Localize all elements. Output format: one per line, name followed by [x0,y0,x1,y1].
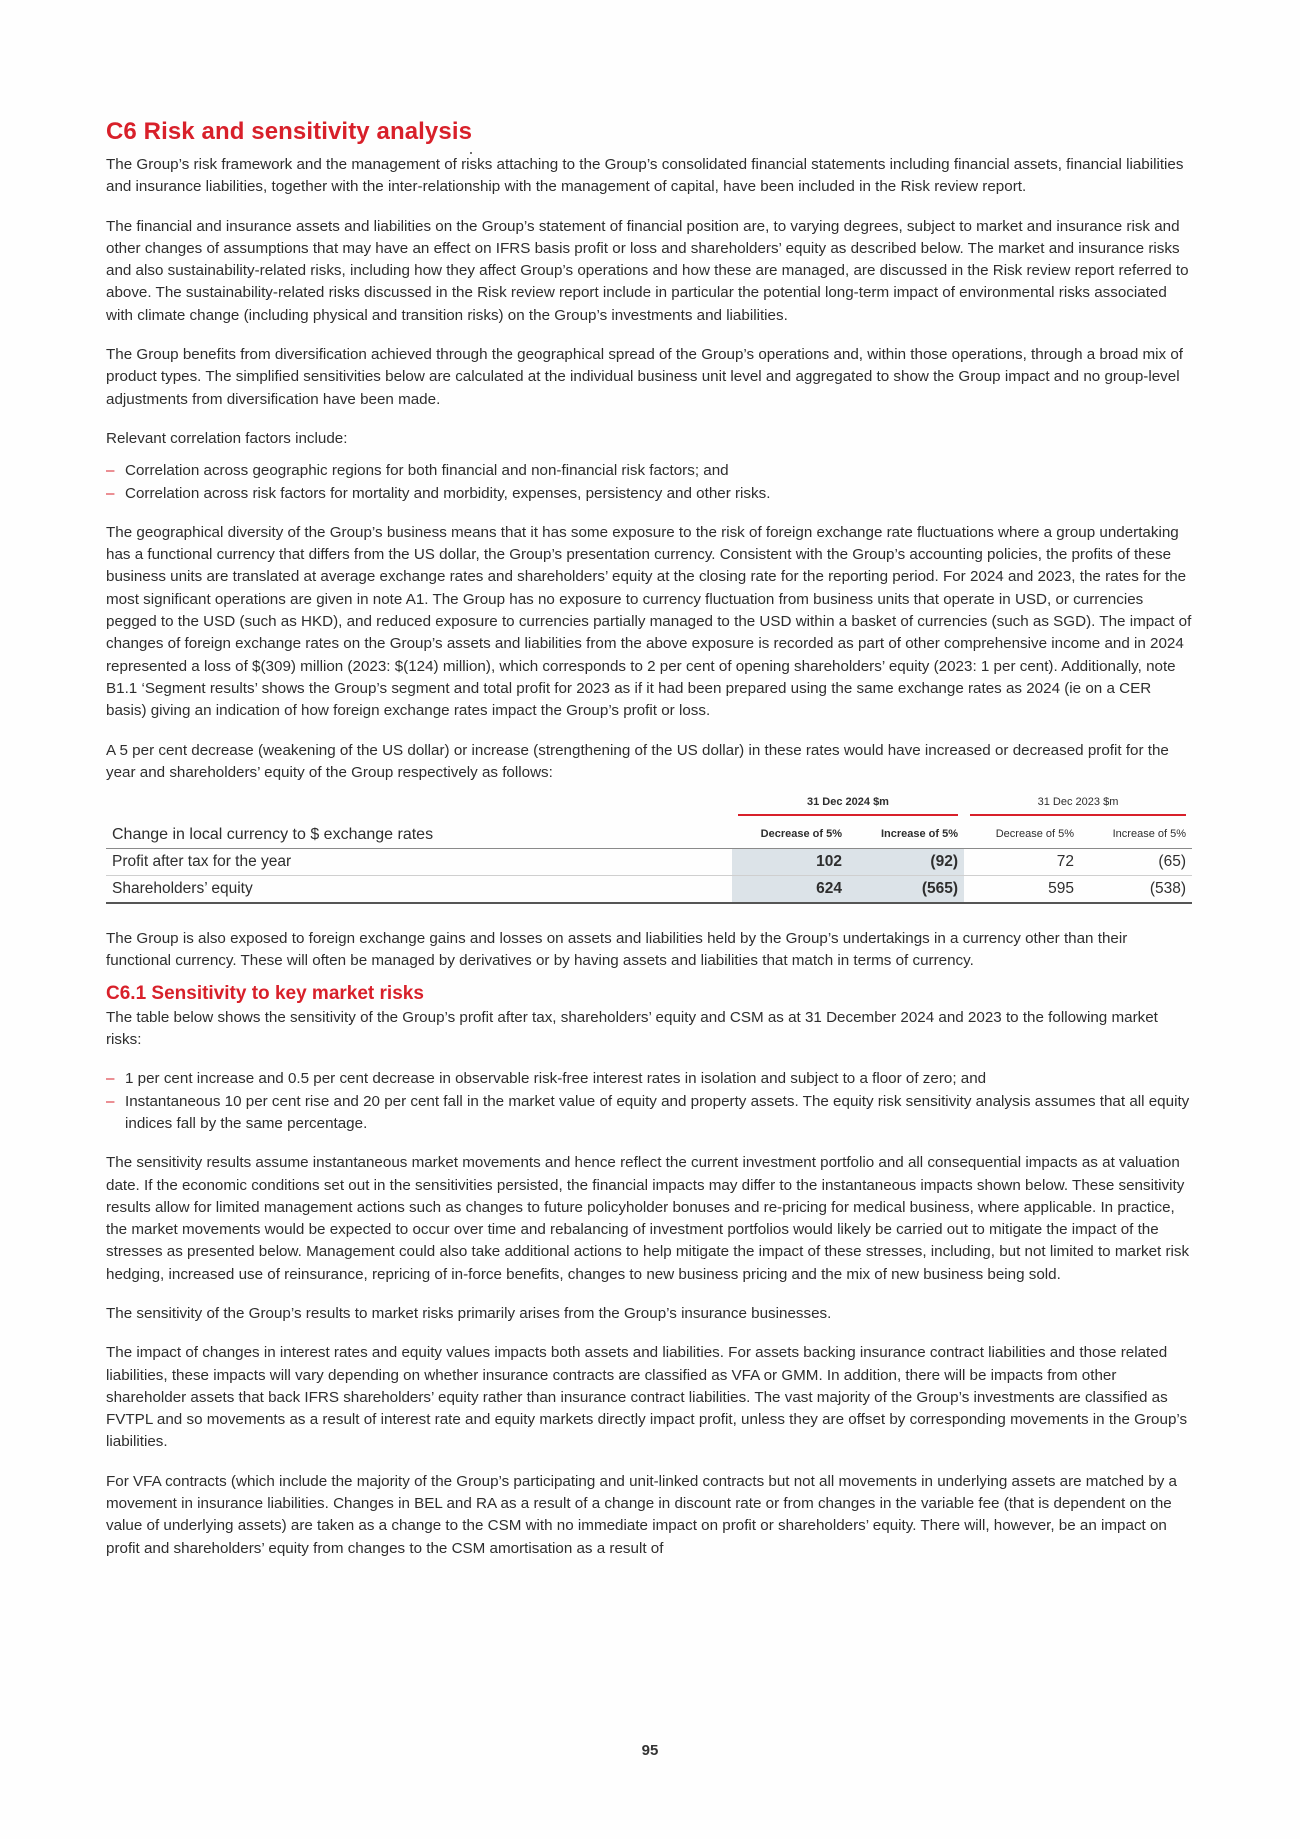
group-header-2023: 31 Dec 2023 $m [964,792,1192,820]
paragraph: The sensitivity of the Group’s results to market risks primarily arises from the Group’s insurance businesses. [106,1304,832,1322]
row-label: Profit after tax for the year [106,849,732,876]
cell-inc-2024: (565) [848,876,964,904]
list-item: – Correlation across risk factors for mortality and morbidity, expenses, persistency and other risks. [106,483,1192,505]
paragraph: The Group’s risk framework and the management of risks attaching to the Group’s consolidated financial statements including financial assets, financial liabilities and insurance liabilities, together with the inter-relationship with the management of capital, have been included in the Risk review report. [106,156,1184,196]
group-header-2024: 31 Dec 2024 $m [732,792,964,820]
paragraph: The financial and insurance assets and liabilities on the Group’s statement of financial position are, to varying degrees, subject to market and insurance risk and other changes of assumptions that may have an effect on IFRS basis profit or loss and shareholders’ equity as described below. The market and insurance risks and also sustainability-related risks, including how they affect Group’s operations and how these are managed, are discussed in the Risk review report referred to above. The sustainability-related risks discussed in the Risk review report include in particular the potential long-term impact of environmental risks associated with climate change (including physical and transition risks) on the Group’s investments and liabilities. [106,217,1189,324]
subsection-title: C6.1 Sensitivity to key market risks [106,982,424,1004]
col-increase-2023: Increase of 5% [1080,820,1192,849]
col-decrease-2023: Decrease of 5% [964,820,1080,849]
list-item: – Correlation across geographic regions for both financial and non-financial risk factors; and [106,460,1192,482]
cell-inc-2023: (65) [1080,849,1192,876]
paragraph: The Group benefits from diversification achieved through the geographical spread of the Group’s operations and, within those operations, through a broad mix of product types. The simplified sensitivities below are calculated at the individual business unit level and aggregated to show the Group impact and no group-level adjustments from diversification have been made. [106,346,1183,408]
row-label: Shareholders’ equity [106,876,732,904]
cell-dec-2024: 624 [732,876,848,904]
list-item: – Instantaneous 10 per cent rise and 20 per cent fall in the market value of equity and property assets. The equity risk sensitivity analysis assumes that all equity indices fall by the same percentage. [106,1091,1192,1136]
paragraph: The impact of changes in interest rates and equity values impacts both assets and liabilities. For assets backing insurance contract liabilities and those related liabilities, these impacts will vary depending on whether insurance contracts are classified as VFA or GMM. In addition, there will be impacts from other shareholder assets that back IFRS shareholders’ equity rather than insurance contract liabilities. The vast majority of the Group’s investments are classified as FVTPL and so movements as a result of interest rate and equity markets directly impact profit, unless they are offset by corresponding movements in the Group’s liabilities. [106,1344,1188,1451]
paragraph: The table below shows the sensitivity of the Group’s profit after tax, shareholders’ equity and CSM as at 31 December 2024 and 2023 to the following market risks: [106,1008,1158,1049]
page-number: 95 [641,1742,659,1759]
cell-dec-2023: 72 [964,849,1080,876]
paragraph: Relevant correlation factors include: [106,429,348,447]
table-row [106,849,1192,876]
cell-dec-2024: 102 [732,849,848,876]
correlation-list [106,460,1192,505]
table-row [106,876,1192,904]
market-risk-list [106,1068,1192,1135]
list-item: – 1 per cent increase and 0.5 per cent decrease in observable risk-free interest rates in isolation and subject to a floor of zero; and [106,1068,1192,1090]
section-title: C6 Risk and sensitivity analysis [106,118,473,145]
col-increase-2024: Increase of 5% [848,820,964,849]
fx-sensitivity-table [106,792,1192,904]
stray-mark [470,152,472,154]
cell-inc-2023: (538) [1080,876,1192,904]
row-header-label: Change in local currency to $ exchange rates [106,820,732,849]
paragraph: The Group is also exposed to foreign exchange gains and losses on assets and liabilities held by the Group’s undertakings in a currency other than their functional currency. These will often be managed by derivatives or by having assets and liabilities that match in terms of currency. [106,930,1128,970]
col-decrease-2024: Decrease of 5% [732,820,848,849]
paragraph: For VFA contracts (which include the majority of the Group’s participating and unit-linked contracts but not all movements in underlying assets are matched by a movement in insurance liabilities. Changes in BEL and RA as a result of a change in discount rate or from changes in the variable fee (that is dependent on the value of underlying assets) are taken as a change to the CSM with no immediate impact on profit or shareholders’ equity. There will, however, be an impact on profit and shareholders’ equity from changes to the CSM amortisation as a result of [106,1472,1177,1557]
cell-inc-2024: (92) [848,849,964,876]
paragraph: The geographical diversity of the Group’s business means that it has some exposure to the risk of foreign exchange rate fluctuations where a group undertaking has a functional currency that differs from the US dollar, the Group’s presentation currency. Consistent with the Group’s accounting policies, the profits of these business units are translated at average exchange rates and shareholders’ equity at the closing rate for the reporting period. For 2024 and 2023, the rates for the most significant operations are given in note A1. The Group has no exposure to currency fluctuation from business units that operate in USD, or currencies pegged to the USD (such as HKD), and reduced exposure to currencies partially managed to the USD within a basket of currencies (such as SGD). The impact of changes of foreign exchange rates on the Group’s assets and liabilities from the above exposure is recorded as part of other comprehensive income and in 2024 represented a loss of $(309) million (2023: $(124) million), which corresponds to 2 per cent of opening shareholders’ equity (2023: 1 per cent). Additionally, note B1.1 ‘Segment results’ shows the Group’s segment and total profit for 2023 as if it had been prepared using the same exchange rates as 2024 (ie on a CER basis) giving an indication of how foreign exchange rates impact the Group’s profit or loss. [106,523,1192,720]
cell-dec-2023: 595 [964,876,1080,904]
paragraph: A 5 per cent decrease (weakening of the US dollar) or increase (strengthening of the US dollar) in these rates would have increased or decreased profit for the year and shareholders’ equity of the Group respectively as follows: [106,741,1169,781]
paragraph: The sensitivity results assume instantaneous market movements and hence reflect the current investment portfolio and all consequential impacts as at valuation date. If the economic conditions set out in the sensitivities persisted, the financial impacts may differ to the instantaneous impacts shown below. These sensitivity results allow for limited management actions such as changes to future policyholder bonuses and re-pricing for medical business, where applicable. In practice, the market movements would be expected to occur over time and rebalancing of investment portfolios would likely be carried out to mitigate the impact of the stresses as presented below. Management could also take additional actions to help mitigate the impact of these stresses, including, but not limited to market risk hedging, increased use of reinsurance, repricing of in-force benefits, changes to new business pricing and the mix of new business being sold. [106,1154,1190,1283]
